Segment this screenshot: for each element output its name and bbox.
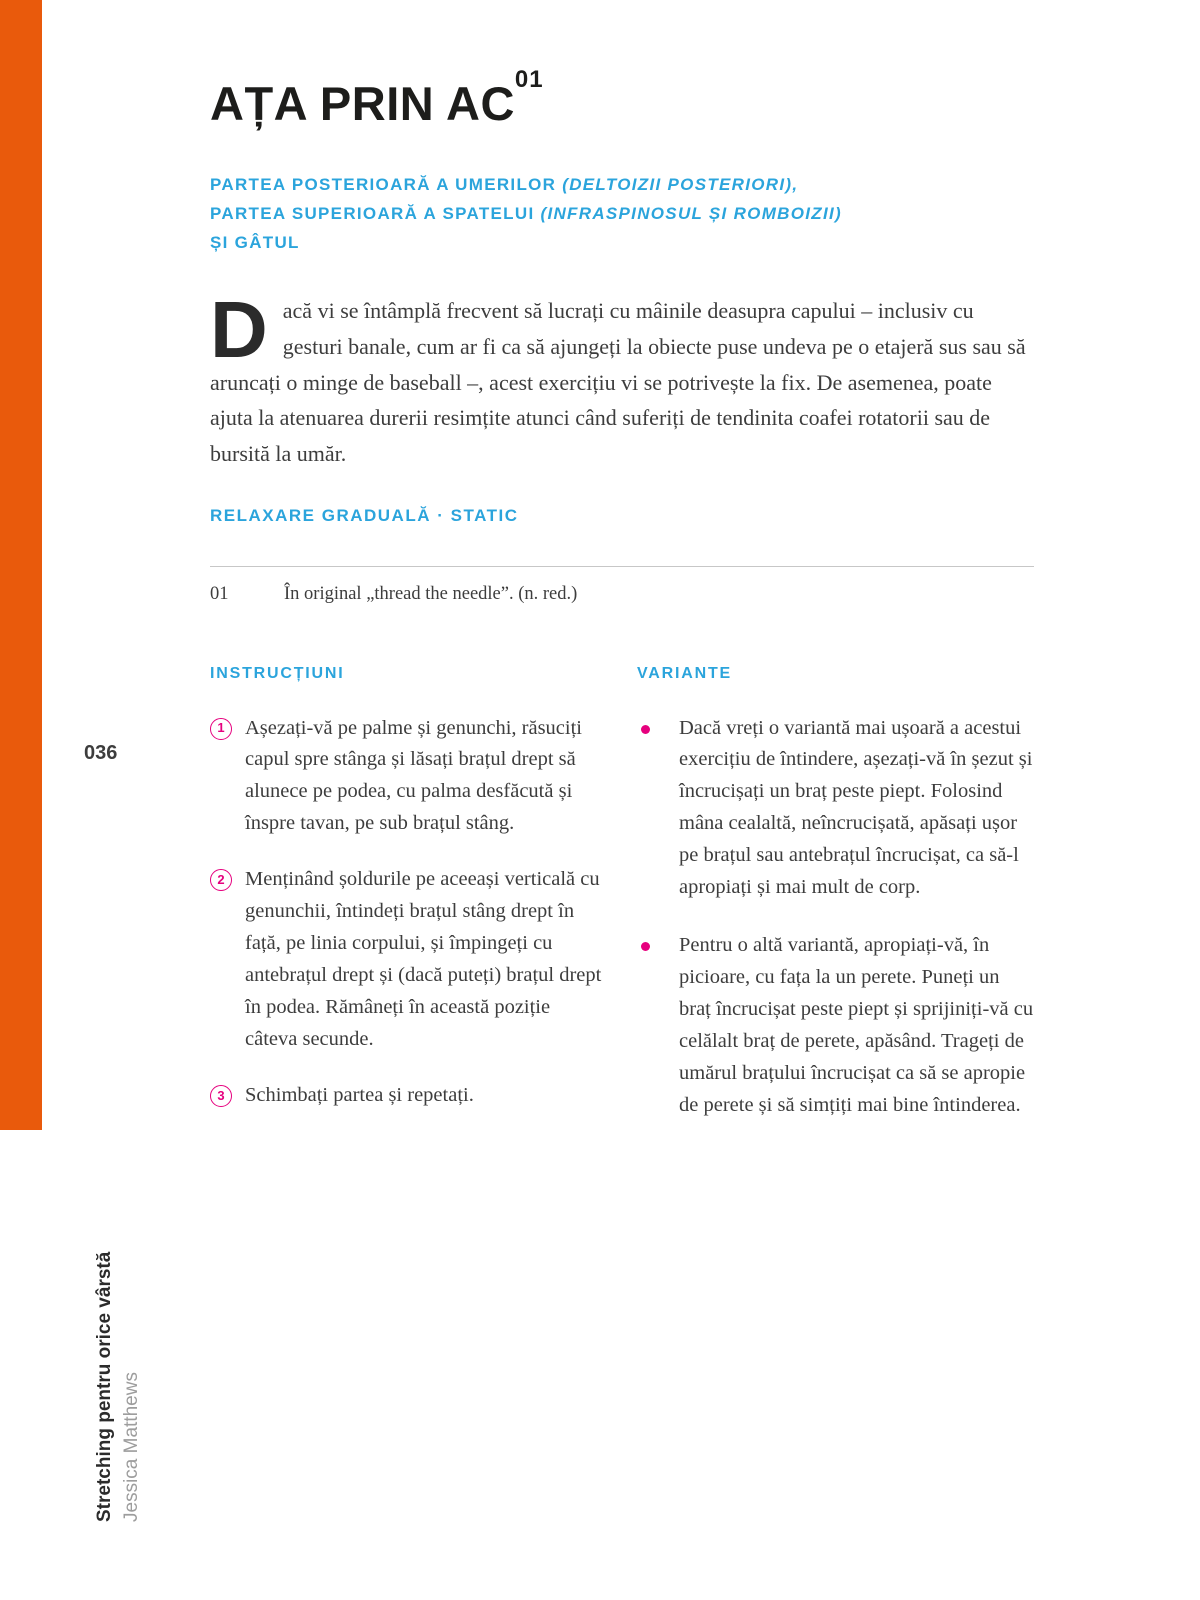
spine-author-name: Jessica Matthews [121, 1372, 142, 1522]
page-title-text: AȚA PRIN AC [210, 77, 515, 130]
page-content [210, 66, 1034, 1148]
footnote-number: 01 [210, 583, 229, 604]
bullet-icon [641, 725, 650, 734]
intro-text: acă vi se întâmplă frecvent să lucrați cu mâinile deasupra capului – inclusiv cu gesturi banale, cum ar fi ca să ajungeți la obiecte puse undeva pe o etajeră sus sau să aruncați o minge de baseball –, acest exercițiu vi se potrivește la fix. De asemenea, poate ajuta la atenuarea durerii resimțite atunci când suferiți de tendinita coafei rotatorii sau de bursită la umăr. [210, 298, 1026, 466]
step-text: Menținând șoldurile pe aceeași verticală cu genunchii, întindeți brațul stâng drept în față, pe linia corpului, și împingeți cu antebrațul drept și (dacă puteți) brațul drept în podea. Rămâneți în această poziție câteva secunde. [245, 868, 602, 1051]
variant-text: Pentru o altă variantă, apropiați-vă, în picioare, cu fața la un perete. Puneți un braț încrucișat peste piept și sprijiniți-vă cu celălalt braț de perete, apăsând. Trageți de umărul brațului încrucișat ca să se apropie de perete și să simțiți mai bine întinderea. [679, 934, 1034, 1117]
subtitle-line-2: PARTEA SUPERIOARĂ A SPATELUI (INFRASPINOSUL ȘI ROMBOIZII) [210, 203, 842, 223]
step-number-badge: 2 [210, 869, 232, 891]
subtitle-line-3: ȘI GÂTUL [210, 233, 300, 253]
subtitle-line-1-latin: (DELTOIZII POSTERIORI), [562, 174, 799, 194]
variant-item [637, 930, 1034, 1122]
drop-cap: D [210, 285, 268, 375]
variant-text: Dacă vreți o variantă mai ușoară a acestui exercițiu de întindere, așezați-vă în șezut și încrucișați un braț peste piept. Folosind mâna cealaltă, neîncrucișată, apăsați ușor pe brațul sau antebrațul încrucișat, ca să-l apropiați și mai mult de corp. [679, 716, 1033, 899]
variants-column [637, 665, 1034, 1149]
step-text: Schimbați partea și repetați. [245, 1084, 474, 1107]
instruction-step [210, 713, 602, 841]
instruction-step [210, 1080, 602, 1112]
footnote [210, 566, 1034, 605]
footnote-text: În original „thread the needle”. (n. red.) [284, 583, 578, 604]
two-column-section [210, 665, 1034, 1149]
page-title [210, 66, 1034, 130]
column-gap [602, 665, 637, 1149]
instructions-header: INSTRUCȚIUNI [210, 664, 345, 682]
variants-header: VARIANTE [637, 664, 732, 682]
subtitle-line-1: PARTEA POSTERIOARĂ A UMERILOR (DELTOIZII POSTERIORI), [210, 174, 799, 194]
step-number-badge: 3 [210, 1085, 232, 1107]
accent-sidebar-bar [0, 0, 42, 1130]
instruction-step [210, 864, 602, 1056]
subtitle-line-2-latin: (INFRASPINOSUL ȘI ROMBOIZII) [540, 203, 842, 223]
step-number-badge: 1 [210, 718, 232, 740]
stretch-type-tagline: RELAXARE GRADUALĂ · STATIC [210, 505, 519, 525]
bullet-icon [641, 942, 650, 951]
variant-item [637, 713, 1034, 905]
step-text: Așezați-vă pe palme și genunchi, răsuciți capul spre stânga și lăsați brațul drept să alunece pe podea, cu palma desfăcută și înspre tavan, pe sub brațul stâng. [245, 716, 582, 835]
page-number: 036 [84, 742, 118, 764]
instructions-column [210, 665, 602, 1149]
muscle-groups-subtitle [210, 170, 1034, 258]
page-title-footnote-ref: 01 [514, 66, 544, 94]
spine-book-title: Stretching pentru orice vârstă [94, 1251, 115, 1522]
intro-paragraph [210, 285, 1034, 471]
